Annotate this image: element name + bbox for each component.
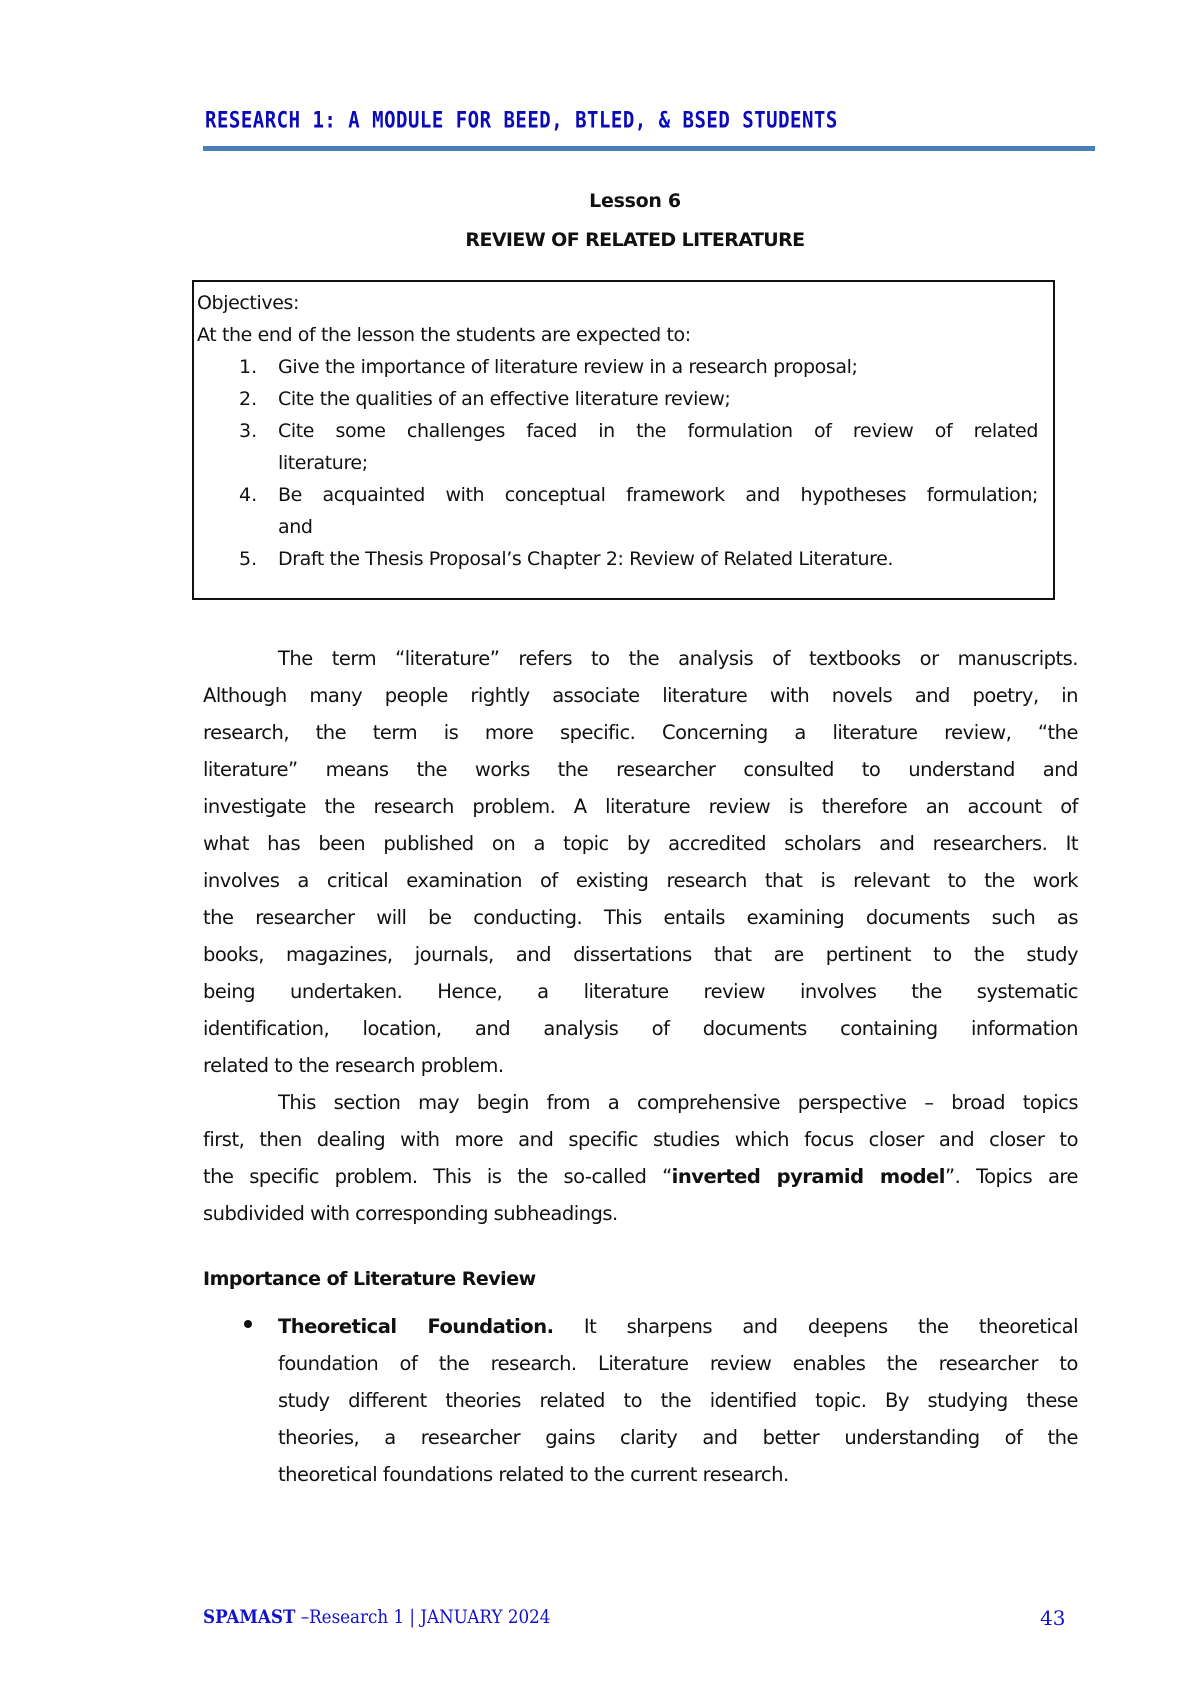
paragraph-line: The term “literature” refers to the analysis of textbooks or manuscripts. [278,647,1078,670]
text-run: It sharpens and deepens the theoretical [583,1315,1078,1338]
inverted-pyramid-term: inverted pyramid model [671,1165,945,1188]
bullet-icon [244,1320,252,1328]
footer-course-date: –Research 1 | JANUARY 2024 [295,1606,551,1628]
objectives-intro: At the end of the lesson the students are expected to: [197,324,691,346]
paragraph-line: involves a critical examination of existing research that is relevant to the work [203,869,1078,892]
paragraph-line: identification, location, and analysis of documents containing information [203,1017,1078,1040]
paragraph-line: related to the research problem. [203,1054,504,1077]
paragraph-line: what has been published on a topic by accredited scholars and researchers. It [203,832,1078,855]
bullet-line: theoretical foundations related to the current research. [278,1463,789,1486]
bullet-lead: Theoretical Foundation. [278,1315,554,1338]
section-heading: Importance of Literature Review [203,1268,536,1290]
objective-text: Give the importance of literature review in a research proposal; [278,356,858,378]
objective-number: 2. [239,388,258,410]
paragraph-line: research, the term is more specific. Concerning a literature review, “the [203,721,1078,744]
bullet-line: study different theories related to the identified topic. By studying these [278,1389,1078,1412]
bullet-line: foundation of the research. Literature review enables the researcher to [278,1352,1078,1375]
objective-text-cont: and [278,516,313,538]
paragraph-line: literature” means the works the researcher consulted to understand and [203,758,1078,781]
text-run: ”. Topics are [944,1165,1078,1188]
objective-number: 3. [239,420,258,442]
header-rule [203,146,1095,151]
objective-number: 1. [239,356,258,378]
bullet-line: theories, a researcher gains clarity and better understanding of the [278,1426,1078,1449]
page-number: 43 [1040,1606,1066,1630]
paragraph-line: the researcher will be conducting. This entails examining documents such as [203,906,1078,929]
text-run: the specific problem. This is the so-called “ [203,1165,672,1188]
page-footer [203,1606,550,1628]
objective-number: 4. [239,484,258,506]
paragraph-line: being undertaken. Hence, a literature review involves the systematic [203,980,1078,1003]
objective-number: 5. [239,548,258,570]
objective-text-cont: literature; [278,452,368,474]
objective-text: Cite some challenges faced in the formulation of review of related [278,420,1038,442]
lesson-number: Lesson 6 [589,190,681,212]
bullet-line [278,1308,1078,1345]
objectives-box [192,280,1055,600]
paragraph-line: Although many people rightly associate literature with novels and poetry, in [203,684,1078,707]
paragraph-line: books, magazines, journals, and dissertations that are pertinent to the study [203,943,1078,966]
lesson-title: REVIEW OF RELATED LITERATURE [465,229,805,251]
objective-text: Be acquainted with conceptual framework and hypotheses formulation; [278,484,1038,506]
objectives-heading: Objectives: [197,292,299,314]
paragraph-line: first, then dealing with more and specific studies which focus closer and closer to [203,1128,1078,1151]
objective-text: Draft the Thesis Proposal’s Chapter 2: Review of Related Literature. [278,548,894,570]
footer-org: SPAMAST [203,1606,296,1628]
paragraph-line [203,1158,1078,1195]
paragraph-line: investigate the research problem. A literature review is therefore an account of [203,795,1078,818]
paragraph-line: This section may begin from a comprehensive perspective – broad topics [278,1091,1078,1114]
objective-text: Cite the qualities of an effective literature review; [278,388,731,410]
running-header-title: RESEARCH 1: A MODULE FOR BEED, BTLED, & BSED STUDENTS [205,108,838,134]
paragraph-line: subdivided with corresponding subheadings. [203,1202,618,1225]
